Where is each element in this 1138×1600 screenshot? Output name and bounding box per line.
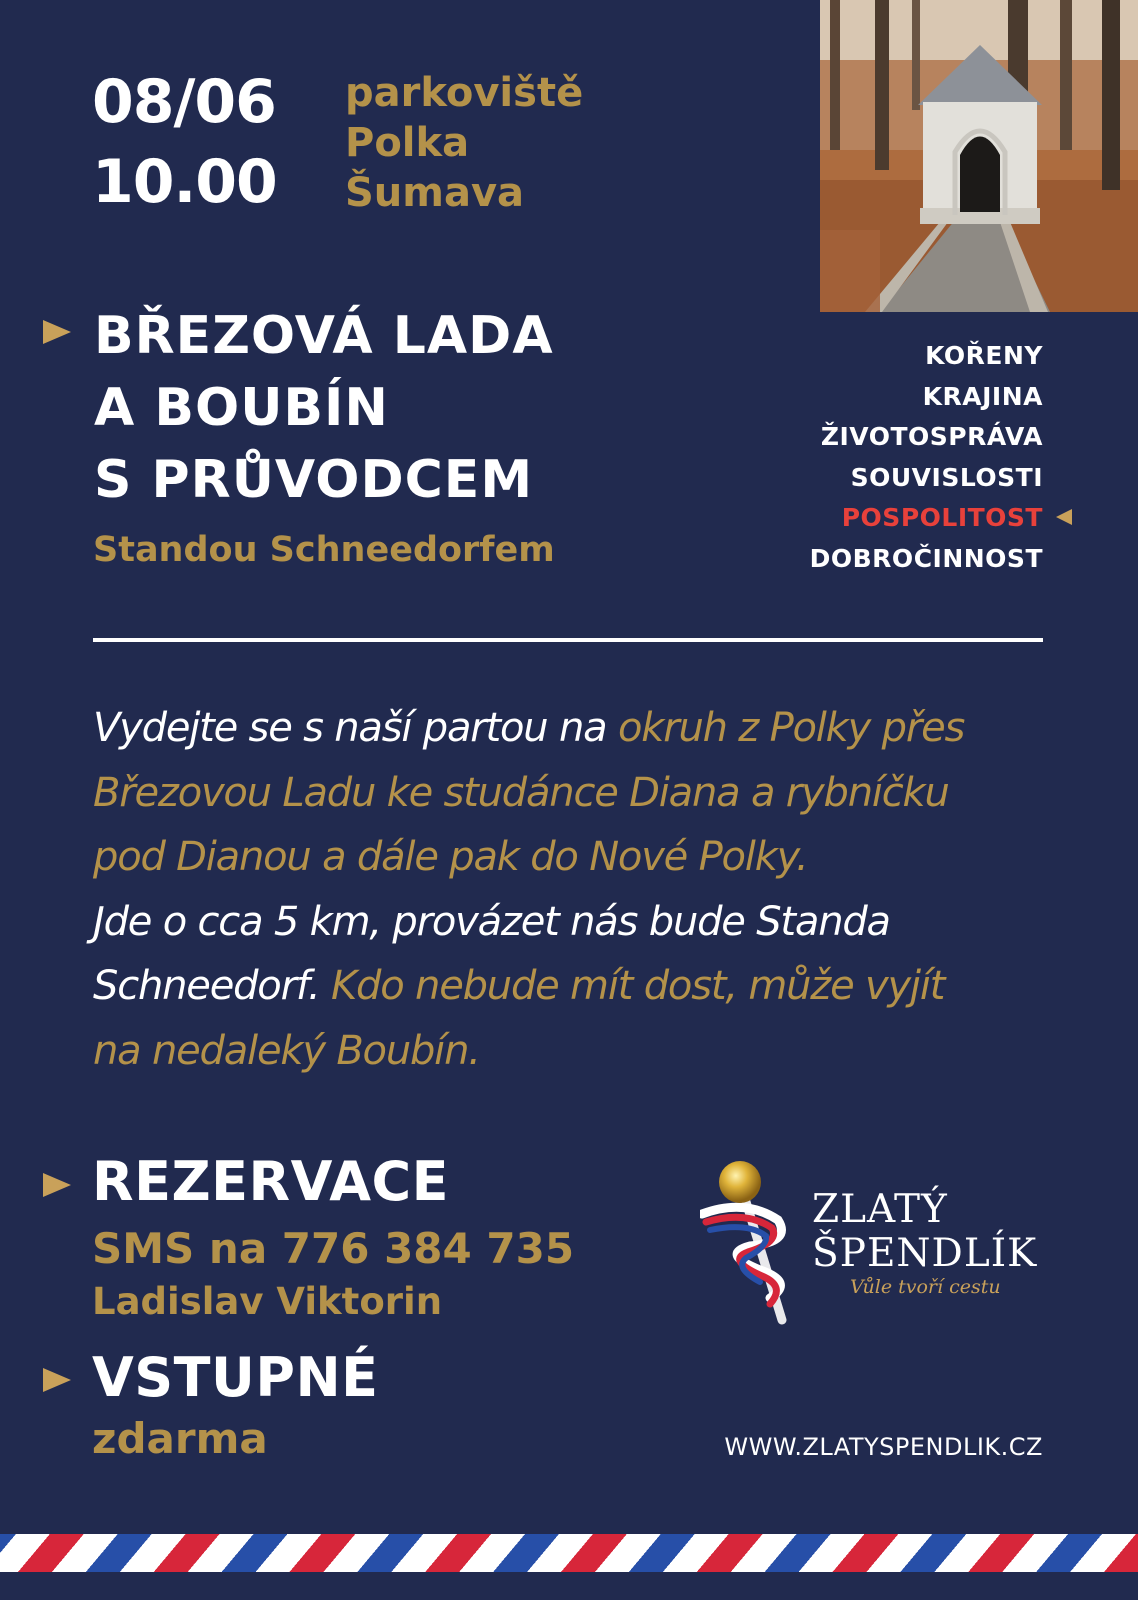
description-highlight: okruh z Polky přes bbox=[617, 705, 965, 751]
topic-item: ŽIVOTOSPRÁVA bbox=[820, 422, 1043, 451]
zlaty-spendlik-logo bbox=[700, 1158, 1060, 1328]
description-line bbox=[93, 890, 1053, 955]
title-arrow-icon bbox=[43, 320, 71, 344]
reservation-heading: REZERVACE bbox=[92, 1150, 450, 1213]
reservation-person: Ladislav Viktorin bbox=[92, 1280, 443, 1323]
description-line bbox=[93, 1019, 1053, 1084]
divider bbox=[93, 638, 1043, 642]
golden-pin-icon bbox=[700, 1158, 820, 1328]
reservation-contact: SMS na 776 384 735 bbox=[92, 1224, 575, 1273]
active-topic-arrow-icon bbox=[1056, 509, 1072, 525]
description-highlight: Kdo nebude mít dost, může vyjít bbox=[331, 963, 945, 1009]
guide-name: Standou Schneedorfem bbox=[93, 530, 555, 570]
topic-item: KOŘENY bbox=[925, 341, 1043, 370]
event-time: 10.00 bbox=[92, 147, 277, 217]
event-place bbox=[345, 68, 583, 218]
admission-value: zdarma bbox=[92, 1414, 268, 1463]
description-line bbox=[93, 954, 1053, 1019]
chapel-photo bbox=[820, 0, 1138, 312]
description-line bbox=[93, 825, 1053, 890]
event-description bbox=[93, 696, 1053, 1083]
place-line: Polka bbox=[345, 120, 470, 166]
admission-heading: VSTUPNÉ bbox=[92, 1346, 379, 1409]
reservation-arrow-icon bbox=[43, 1173, 71, 1197]
description-text: Vydejte se s naší partou na bbox=[93, 705, 618, 751]
logo-name bbox=[812, 1188, 1037, 1276]
logo-name-line: ZLATÝ bbox=[812, 1187, 948, 1232]
logo-name-line: ŠPENDLÍK bbox=[812, 1231, 1038, 1276]
topics-list bbox=[810, 336, 1043, 579]
website-link[interactable]: WWW.ZLATYSPENDLIK.CZ bbox=[724, 1433, 1043, 1461]
description-line bbox=[93, 761, 1053, 826]
place-line: parkoviště bbox=[345, 70, 584, 116]
description-line bbox=[93, 696, 1053, 761]
description-highlight: pod Dianou a dále pak do Nové Polky. bbox=[93, 834, 808, 880]
topic-item-active: POSPOLITOST bbox=[841, 503, 1043, 532]
event-title bbox=[94, 300, 554, 516]
date-time-block bbox=[92, 62, 277, 222]
logo-tagline: Vůle tvoří cestu bbox=[850, 1276, 1001, 1298]
admission-arrow-icon bbox=[43, 1368, 71, 1392]
topic-item: SOUVISLOSTI bbox=[850, 462, 1043, 492]
title-line: A BOUBÍN bbox=[94, 378, 389, 438]
place-line: Šumava bbox=[345, 170, 525, 216]
topic-item: DOBROČINNOST bbox=[809, 543, 1043, 573]
title-line: BŘEZOVÁ LADA bbox=[94, 306, 554, 366]
description-text: Schneedorf. bbox=[93, 963, 332, 1009]
event-date: 08/06 bbox=[92, 67, 276, 137]
airmail-stripe bbox=[0, 1534, 1138, 1572]
description-highlight: na nedaleký Boubín. bbox=[93, 1027, 480, 1074]
description-highlight: Březovou Ladu ke studánce Diana a rybníčku bbox=[93, 769, 949, 816]
description-text: Jde o cca 5 km, provázet nás bude Standa bbox=[93, 898, 890, 945]
title-line: S PRŮVODCEM bbox=[94, 450, 534, 510]
topic-item: KRAJINA bbox=[922, 381, 1043, 411]
